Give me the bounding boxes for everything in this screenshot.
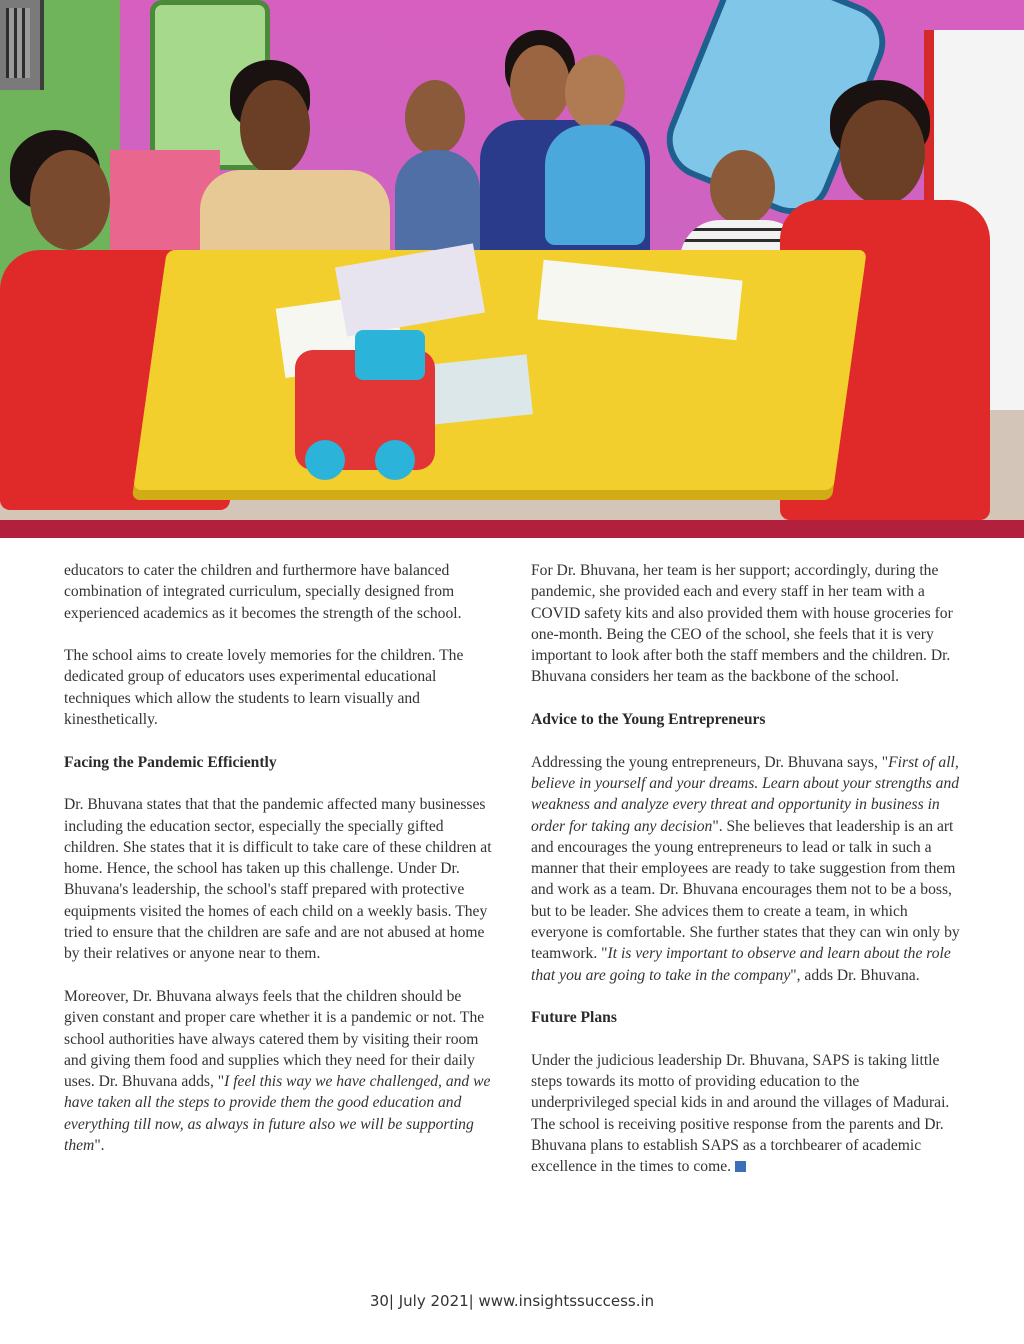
text-run: Addressing the young entrepreneurs, Dr. Bhuvana says, " bbox=[531, 753, 889, 771]
paragraph bbox=[531, 752, 961, 986]
article-column-right bbox=[531, 560, 961, 1199]
text-run: ". bbox=[94, 1137, 105, 1155]
child-plaid bbox=[395, 80, 485, 260]
text-run: Moreover, Dr. Bhuvana always feels that the children should be given constant and proper care whether it is a pandemic or not. The school authorities have always catered them by visiting their room and giving them food and supplies which they need for their daily uses. Dr. Bhuvana adds, " bbox=[64, 987, 485, 1091]
page-footer: 30| July 2021| www.insightssuccess.in bbox=[369, 1292, 655, 1310]
hero-photo bbox=[0, 0, 1024, 520]
text-run: ", adds Dr. Bhuvana. bbox=[790, 966, 920, 984]
window bbox=[0, 0, 44, 90]
text-run: Under the judicious leadership Dr. Bhuvana, SAPS is taking little steps towards its motto of providing education to the underprivileged special kids in and around the villages of Madurai. The school is receiving positive response from the parents and Dr. Bhuvana plans to establish SAPS as a torchbearer of academic excellence in the times to come. bbox=[531, 1051, 950, 1176]
accent-band bbox=[0, 520, 1024, 538]
paragraph bbox=[64, 986, 494, 1156]
end-mark-icon bbox=[735, 1161, 746, 1172]
toy-train bbox=[295, 350, 435, 470]
child-blue-shirt bbox=[545, 55, 655, 255]
paragraph: For Dr. Bhuvana, her team is her support; accordingly, during the pandemic, she provided each and every staff in her team with a COVID safety kits and also provided them with house groceries for one-month. Being the CEO of the school, she feels that it is very important to look after both the staff members and the children. Dr. Bhuvana considers her team as the backbone of the school. bbox=[531, 562, 953, 686]
quote-text: I feel this way we have challenged, and we have taken all the steps to provide them the good education and everything till now, as always in future also we will be supporting them bbox=[64, 1073, 491, 1155]
quote-text: First of all, believe in yourself and your dreams. Learn about your strengths and weakness and analyze every threat and opportunity in business in order for taking any decision bbox=[531, 753, 960, 835]
section-heading: Advice to the Young Entrepreneurs bbox=[531, 711, 766, 729]
quote-text: It is very important to observe and learn about the role that you are going to take in the company bbox=[531, 945, 951, 984]
section-heading: Facing the Pandemic Efficiently bbox=[64, 753, 277, 771]
text-run: ". She believes that leadership is an art and encourages the young entrepreneurs to lead or talk in such a manner that their employees are ready to take suggestion from them and work as a team. Dr. Bhuvana encourages them not to be a boss, but to be leader. She advices them to create a team, in which everyone is comfortable. She further states that they can win only by teamwork. " bbox=[531, 817, 960, 963]
paragraph bbox=[531, 1050, 961, 1178]
paragraph: The school aims to create lovely memories for the children. The dedicated group of educators uses experimental educational techniques which allow the students to learn visually and kinesthetically. bbox=[64, 647, 464, 729]
paragraph: educators to cater the children and furthermore have balanced combination of integrated curriculum, specially designed from experienced academics as it becomes the strength of the school. bbox=[64, 562, 462, 622]
section-heading: Future Plans bbox=[531, 1009, 617, 1027]
article-column-left bbox=[64, 560, 494, 1178]
paragraph: Dr. Bhuvana states that that the pandemic affected many businesses including the education sector, especially the specially gifted children. She states that it is difficult to take care of these children at home. Hence, the school has taken up this challenge. Under Dr. Bhuvana's leadership, the school's staff prepared with protective equipments visited the homes of each child on a weekly basis. They tried to ensure that the children are safe and are not abused at home by their relatives or anyone near to them. bbox=[64, 796, 492, 963]
